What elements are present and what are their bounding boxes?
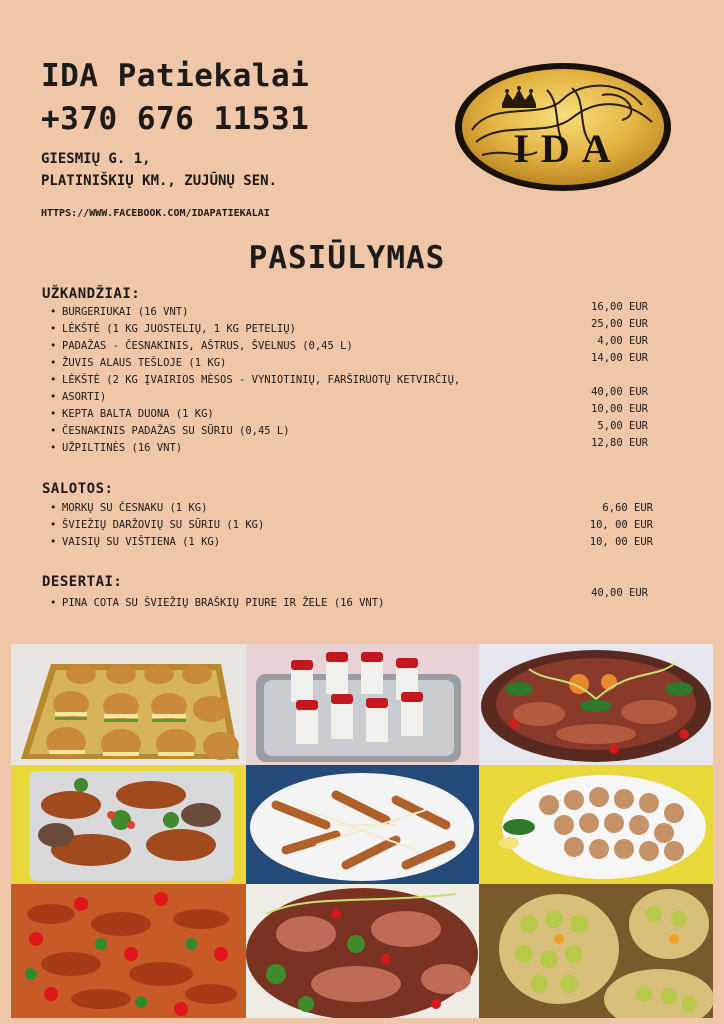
price: 40,00 EUR [591,386,648,398]
section-heading-appetizers: UŽKANDŽIAI: [42,286,141,302]
list-item: • ŽUVIS ALAUS TEŠLOJE (1 KG) [50,355,550,372]
logo-text: IDA [513,126,623,171]
list-item: • BURGERIUKAI (16 VNT) [50,304,550,321]
photo-fish-batter [479,765,713,884]
phone-number[interactable]: +370 676 11531 [41,101,310,137]
section-heading-salads: SALOTOS: [42,481,114,497]
ida-logo-graphic [452,60,674,194]
price: 10, 00 EUR [589,536,653,548]
photo-meat-platter [479,644,713,765]
list-item: • VAISIŲ SU VIŠTIENA (1 KG) [50,534,550,551]
price: 12,80 EUR [591,437,648,449]
appetizers-list [50,304,550,457]
food-photo-grid [11,644,713,1018]
desserts-prices [548,585,648,602]
photo-aspic [479,884,713,1018]
price: 6,60 EUR [602,502,653,514]
list-item-continuation [50,389,550,406]
address-line-1: GIESMIŲ G. 1, [41,151,151,167]
photo-fried-bread [246,765,479,884]
price: 40,00 EUR [591,587,648,599]
price: 25,00 EUR [591,318,648,330]
list-item: • PINA COTA SU ŠVIEŽIŲ BRAŠKIŲ PIURE IR ŽELE (16 VNT) [50,595,550,612]
address-line-2: PLATINIŠKIŲ KM., ZUJŪNŲ SEN. [41,173,278,189]
list-item-text: ASORTI) [62,391,107,403]
appetizers-prices [548,299,648,452]
photo-wings [11,884,246,1018]
photo-panna-cotta [246,644,479,765]
price [548,367,648,384]
list-item: • PADAŽAS - ČESNAKINIS, AŠTRUS, ŠVELNUS (0,45 L) [50,338,550,355]
price: 4,00 EUR [597,335,648,347]
ida-logo [452,60,674,194]
facebook-link[interactable]: HTTPS://WWW.FACEBOOK.COM/IDAPATIEKALAI [41,208,270,219]
desserts-list [50,595,550,612]
price: 10, 00 EUR [589,519,653,531]
salads-list [50,500,550,551]
list-item: • ŠVIEŽIŲ DARŽOVIŲ SU SŪRIU (1 KG) [50,517,550,534]
photo-sliced-meats [246,884,479,1018]
price: 10,00 EUR [591,403,648,415]
section-heading-desserts: DESERTAI: [42,574,123,590]
salads-prices [553,500,653,551]
photo-burgers [11,644,246,765]
list-item: • ČESNAKINIS PADAŽAS SU SŪRIU (0,45 L) [50,423,550,440]
photo-chicken-strips [11,765,246,884]
list-item: • LĖKŠTĖ (1 KG JUOSTELIŲ, 1 KG PETELIŲ) [50,321,550,338]
list-item: • LĖKŠTĖ (2 KG ĮVAIRIOS MĖSOS - VYNIOTINIŲ, FARŠIRUOTŲ KETVIRČIŲ, [50,372,550,389]
price: 16,00 EUR [591,301,648,313]
list-item: • KEPTA BALTA DUONA (1 KG) [50,406,550,423]
list-item: • UŽPILTINĖS (16 VNT) [50,440,550,457]
list-item: • MORKŲ SU ČESNAKU (1 KG) [50,500,550,517]
price: 14,00 EUR [591,352,648,364]
price: 5,00 EUR [597,420,648,432]
business-name: IDA Patiekalai [41,58,310,94]
offer-title: PASIŪLYMAS [248,240,446,276]
